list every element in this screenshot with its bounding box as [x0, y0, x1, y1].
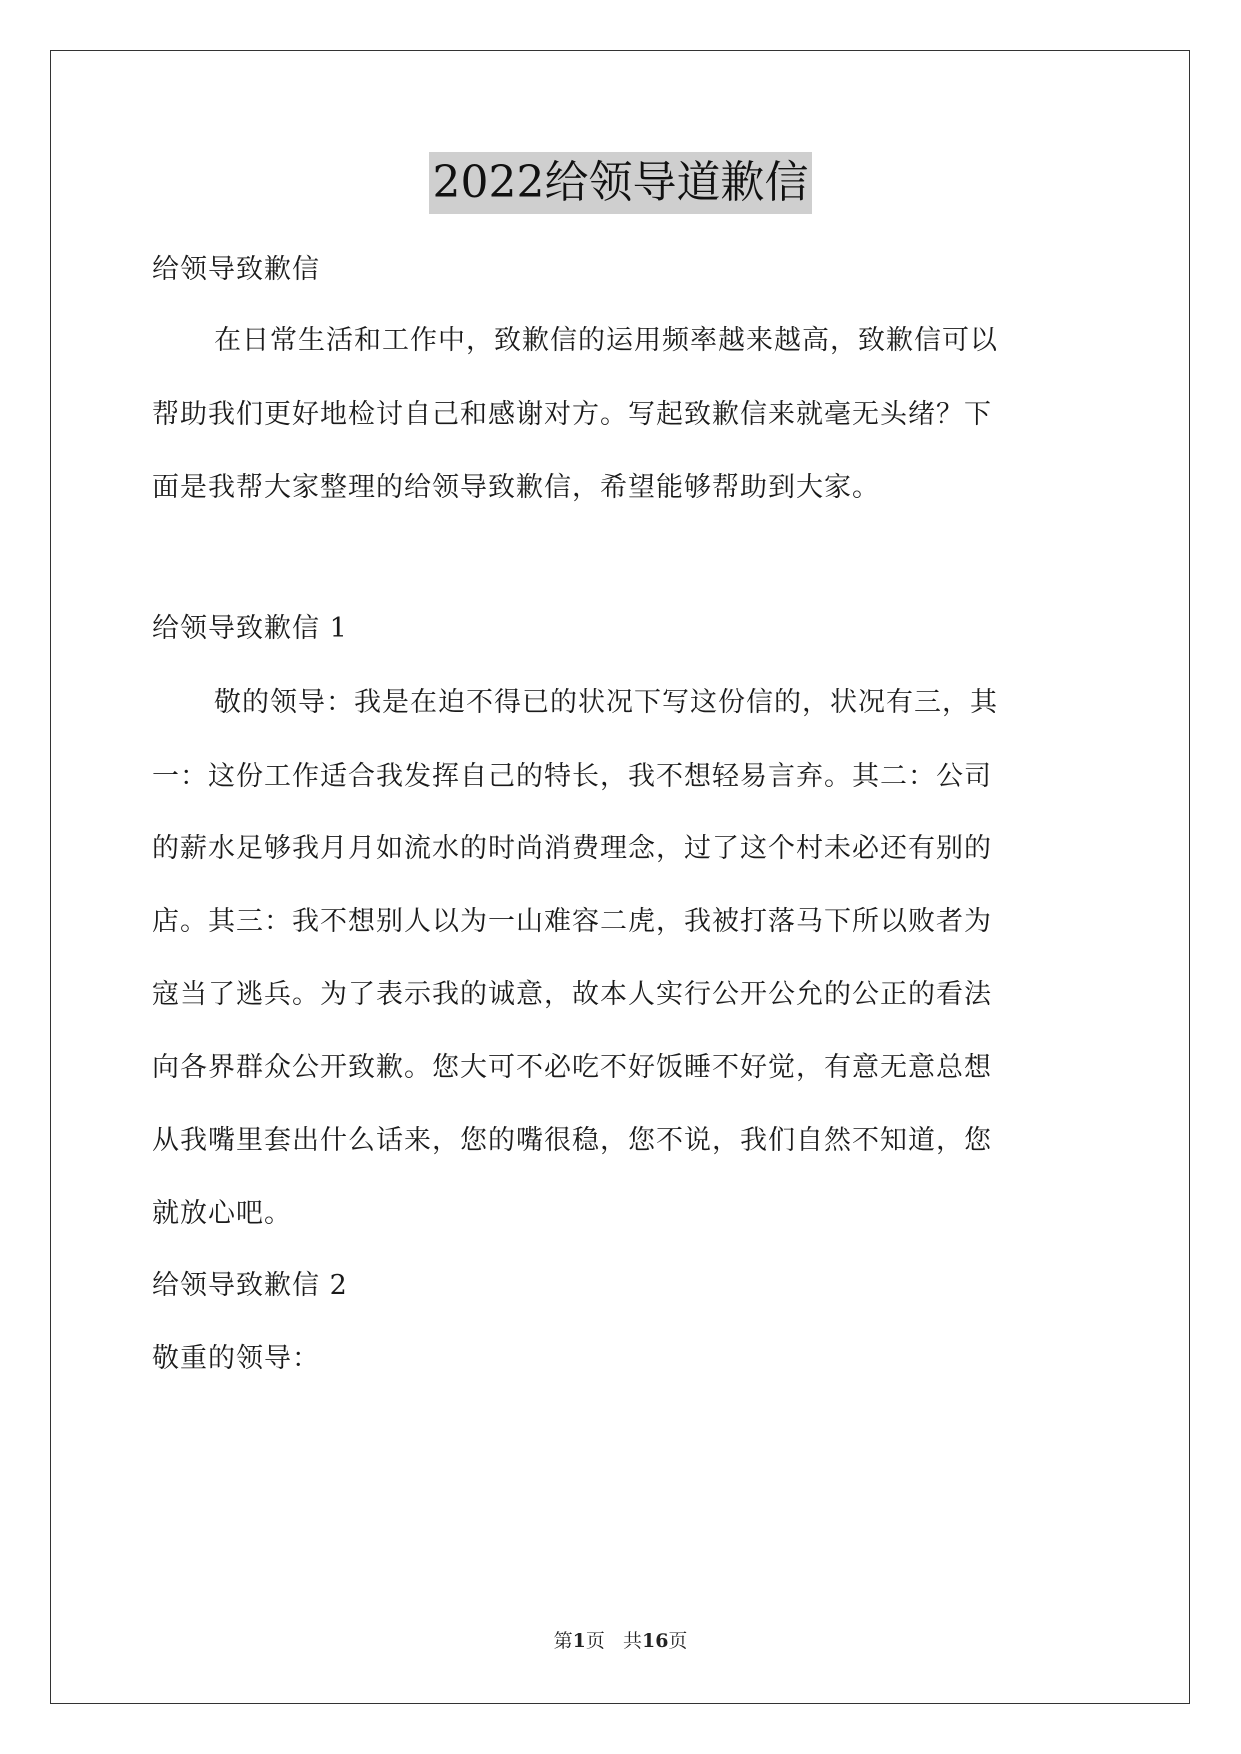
paragraph-line: 一：这份工作适合我发挥自己的特长，我不想轻易言弃。其二：公司	[152, 761, 992, 792]
total-pages: 16	[641, 1630, 669, 1652]
paragraph-line: 敬的领导：我是在迫不得已的状况下写这份信的，状况有三，其	[214, 687, 998, 718]
paragraph-line: 店。其三：我不想别人以为一山难容二虎，我被打落马下所以败者为	[152, 906, 992, 937]
total-prefix: 共	[622, 1630, 642, 1652]
page-suffix: 页	[585, 1630, 605, 1652]
paragraph-line: 的薪水足够我月月如流水的时尚消费理念，过了这个村未必还有别的	[152, 833, 992, 864]
paragraph-line: 面是我帮大家整理的给领导致歉信，希望能够帮助到大家。	[152, 472, 880, 503]
page-border	[50, 50, 1190, 1704]
paragraph-line: 寇当了逃兵。为了表示我的诚意，故本人实行公开公允的公正的看法	[152, 979, 992, 1010]
title-container	[0, 152, 1241, 214]
total-suffix: 页	[668, 1630, 688, 1652]
heading-letter-1: 给领导致歉信 1	[152, 613, 348, 644]
paragraph-line: 向各界群众公开致歉。您大可不必吃不好饭睡不好觉，有意无意总想	[152, 1052, 992, 1083]
page-footer	[0, 1626, 1241, 1653]
paragraph-line: 帮助我们更好地检讨自己和感谢对方。写起致歉信来就毫无头绪？下	[152, 399, 992, 430]
heading-letter-2: 给领导致歉信 2	[152, 1270, 348, 1301]
paragraph-line: 从我嘴里套出什么话来，您的嘴很稳，您不说，我们自然不知道，您	[152, 1125, 992, 1156]
salutation: 敬重的领导：	[152, 1343, 320, 1374]
paragraph-line: 就放心吧。	[152, 1198, 292, 1229]
heading-intro: 给领导致歉信	[152, 254, 320, 285]
paragraph-line: 在日常生活和工作中，致歉信的运用频率越来越高，致歉信可以	[214, 325, 998, 356]
page-number: 1	[572, 1630, 586, 1652]
page-prefix: 第	[553, 1630, 573, 1652]
document-title: 2022给领导道歉信	[429, 152, 813, 214]
